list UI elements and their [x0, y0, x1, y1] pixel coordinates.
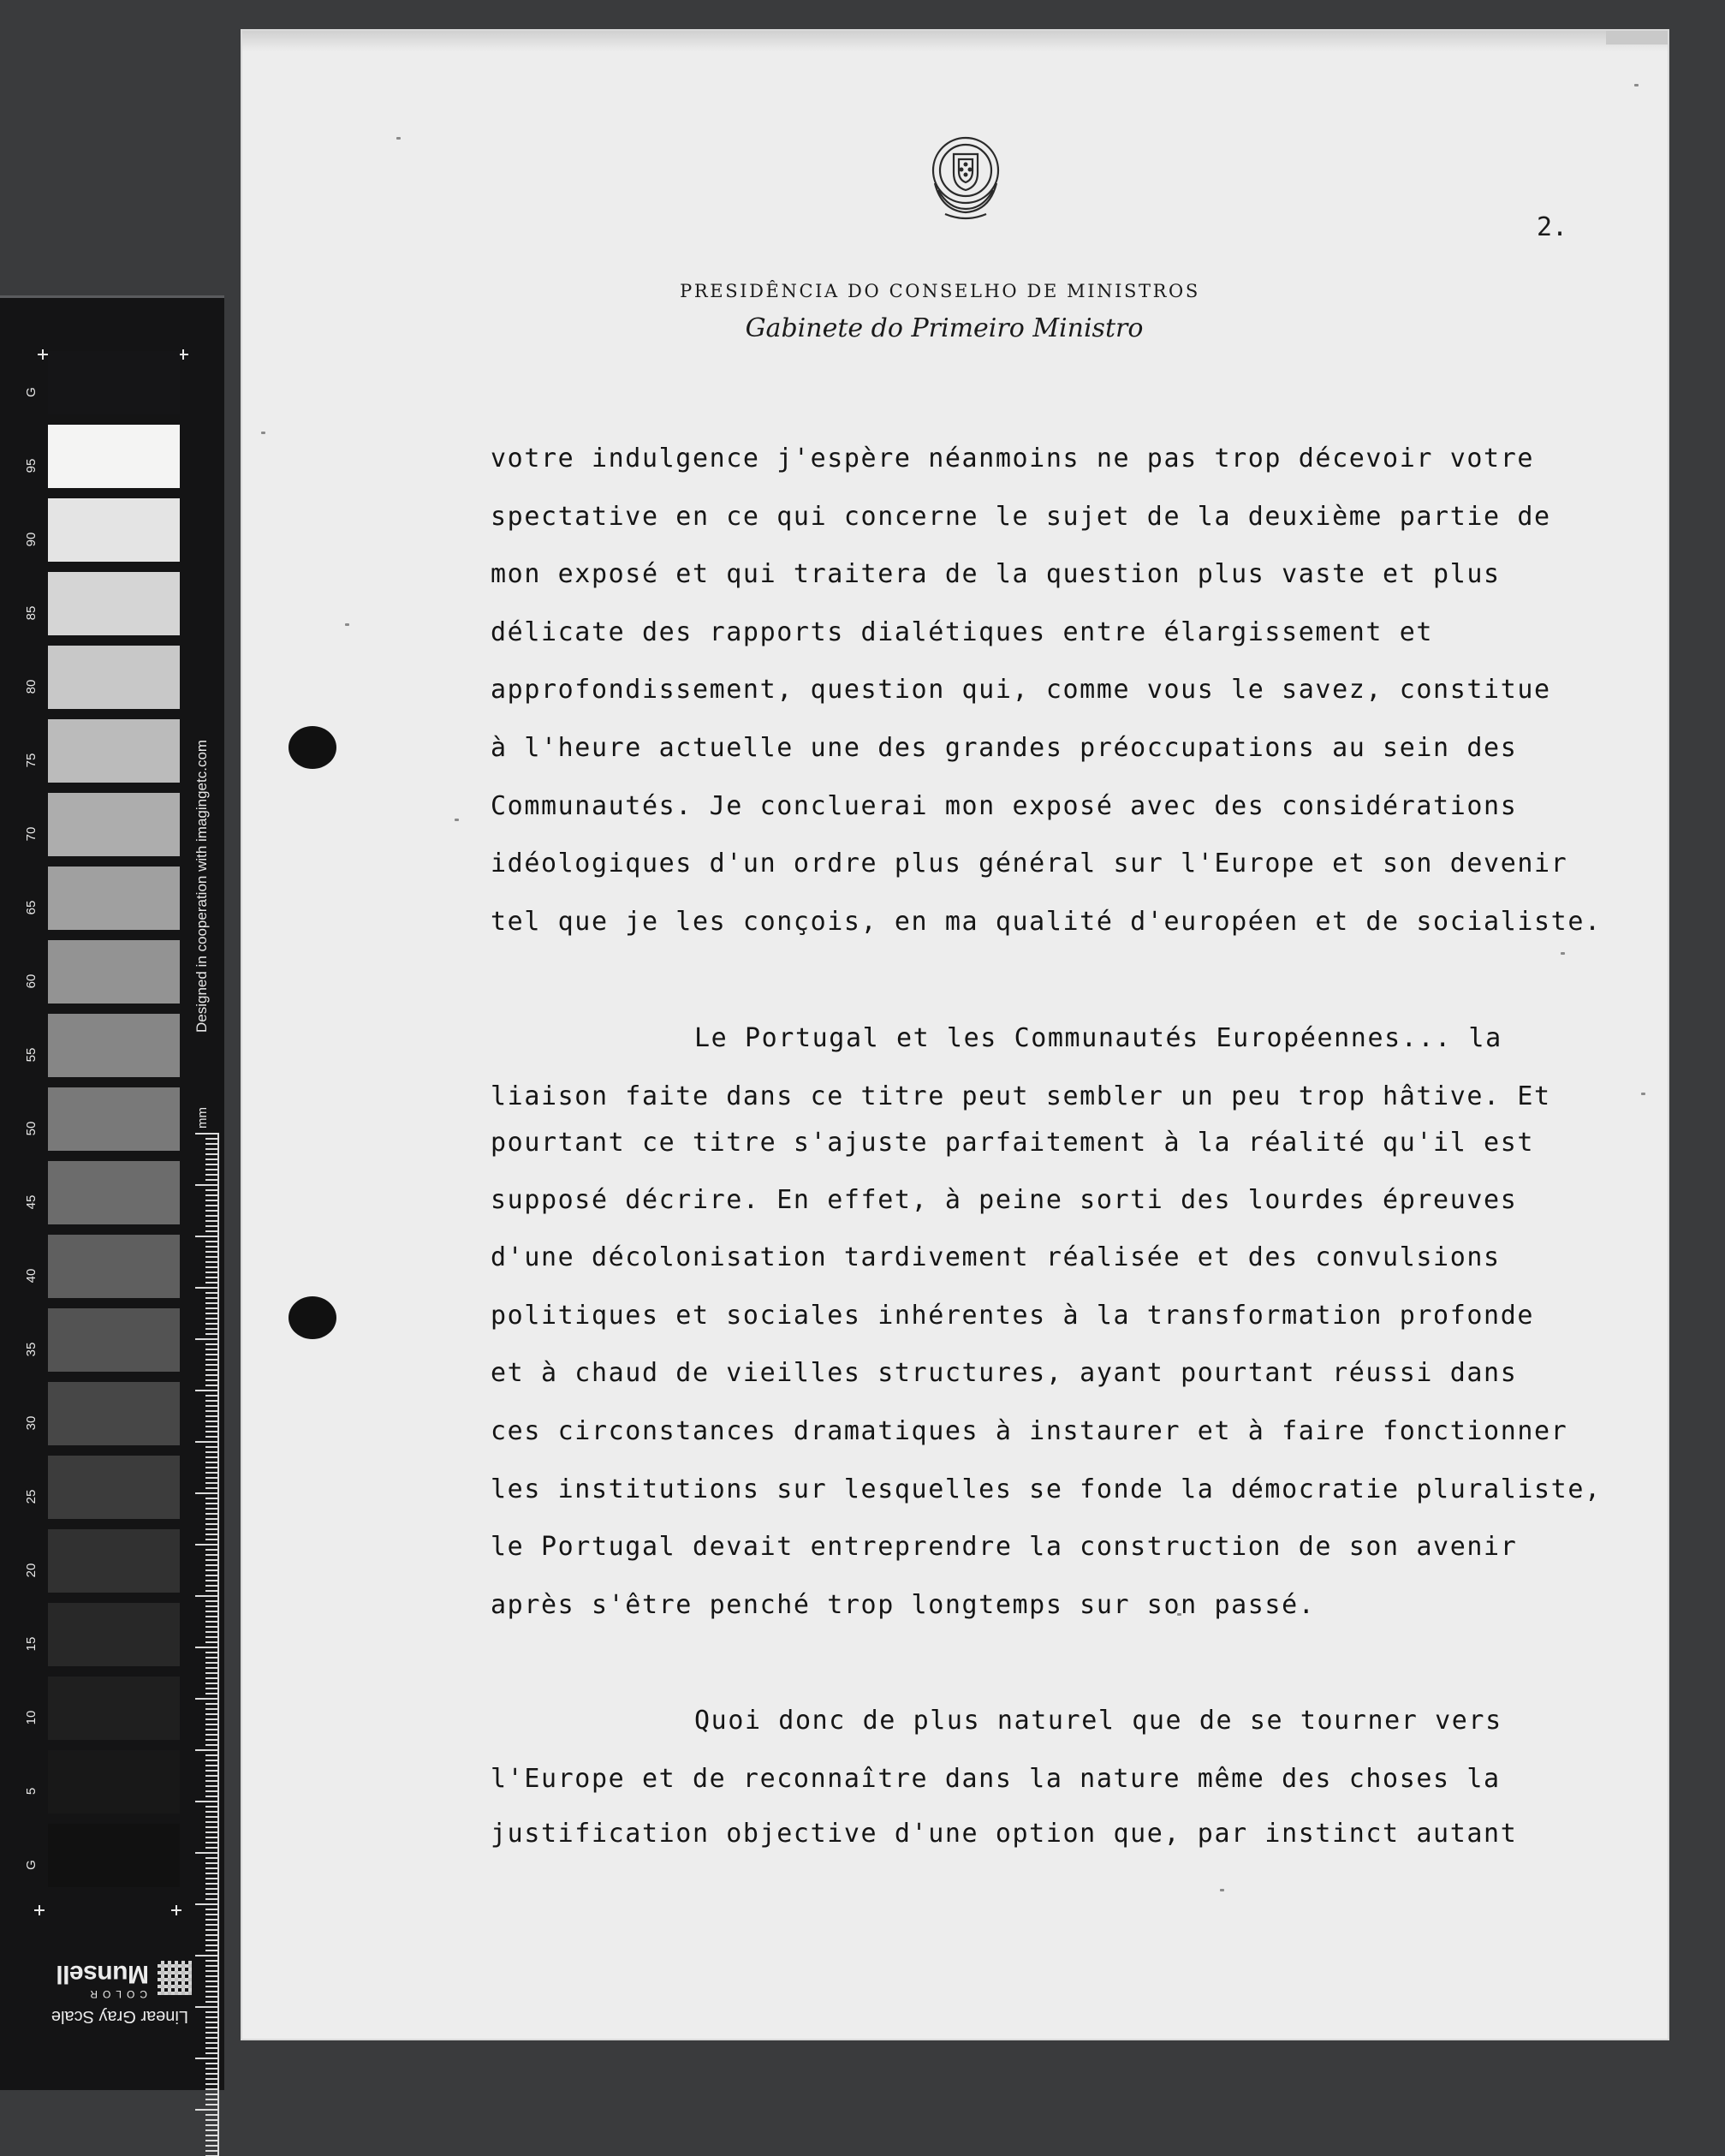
header-title: PRESIDÊNCIA DO CONSELHO DE MINISTROS	[680, 281, 1200, 301]
gray-patch	[48, 572, 180, 635]
punch-hole	[288, 1296, 336, 1339]
body-line: délicate des rapports dialétiques entre élargissement et	[491, 617, 1434, 647]
gray-patch	[48, 498, 180, 562]
gray-patch	[48, 646, 180, 709]
gray-patch	[48, 1087, 180, 1151]
gray-patch	[48, 1603, 180, 1666]
dust-speck	[396, 137, 401, 140]
scale-name: Linear Gray Scale	[51, 2007, 188, 2026]
mm-ruler	[195, 1133, 219, 2156]
body-line: Quoi donc de plus naturel que de se tourner vers	[694, 1706, 1502, 1736]
gray-patch-label: G	[24, 1860, 39, 1870]
dust-speck	[345, 623, 349, 626]
gray-patch-label: 15	[24, 1636, 39, 1652]
body-line: supposé décrire. En effet, à peine sorti des lourdes épreuves	[491, 1185, 1518, 1215]
gray-patch-label: 40	[24, 1268, 39, 1283]
punch-hole	[288, 726, 336, 769]
coat-of-arms-icon	[923, 132, 1008, 226]
gray-patch-label: 95	[24, 458, 39, 473]
gray-patch	[48, 425, 180, 488]
body-line: à l'heure actuelle une des grandes préoccupations au sein des	[491, 733, 1518, 763]
body-line: Le Portugal et les Communautés Européennes... la	[694, 1023, 1502, 1053]
gray-patch	[48, 1014, 180, 1077]
body-line: liaison faite dans ce titre peut sembler un peu trop hâtive. Et	[491, 1081, 1551, 1111]
gray-patch-label: 80	[24, 679, 39, 694]
gray-patch	[48, 1382, 180, 1445]
dust-speck	[1220, 1889, 1224, 1891]
body-line: Communautés. Je concluerai mon exposé avec des considérations	[491, 791, 1518, 821]
gray-patch	[48, 867, 180, 930]
body-line: d'une décolonisation tardivement réalisée et des convulsions	[491, 1242, 1501, 1272]
gray-patch	[48, 1824, 180, 1887]
gray-patch	[48, 1529, 180, 1593]
body-line: pourtant ce titre s'ajuste parfaitement à la réalité qu'il est	[491, 1128, 1535, 1158]
body-line: justification objective d'une option que, par instinct autant	[491, 1819, 1518, 1849]
body-line: politiques et sociales inhérentes à la transformation profonde	[491, 1301, 1535, 1331]
body-line: le Portugal devait entreprendre la construction de son avenir	[491, 1532, 1518, 1562]
header-subtitle: Gabinete do Primeiro Ministro	[745, 313, 1144, 343]
dust-speck	[1561, 952, 1565, 955]
gray-scale-card	[0, 295, 224, 2090]
gray-patch-label: 65	[24, 900, 39, 915]
gray-patch-label: 50	[24, 1121, 39, 1136]
gray-patch	[48, 1308, 180, 1372]
gray-patch-label: 75	[24, 753, 39, 768]
gray-patch-label: 35	[24, 1342, 39, 1357]
ruler-unit-label: mm	[195, 1107, 210, 1129]
body-line: idéologiques d'un ordre plus général sur l'Europe et son devenir	[491, 849, 1568, 878]
gray-patch	[48, 793, 180, 856]
brand-name: Munsell	[56, 1960, 149, 1988]
body-line: approfondissement, question qui, comme vous le savez, constitue	[491, 675, 1551, 705]
gray-patch	[48, 1677, 180, 1740]
gray-patch	[48, 1161, 180, 1224]
registration-mark-icon	[38, 349, 48, 360]
body-line: ces circonstances dramatiques à instaurer et à faire fonctionner	[491, 1416, 1568, 1446]
dust-speck	[1634, 84, 1639, 86]
gray-patch-label: 60	[24, 974, 39, 989]
page-number: 2.	[1537, 212, 1568, 242]
gray-patch	[48, 719, 180, 783]
gray-patch-label: G	[24, 387, 39, 397]
dust-speck	[455, 819, 459, 821]
gray-patch-label: 90	[24, 532, 39, 547]
dust-speck	[261, 432, 265, 434]
gray-patch-label: 25	[24, 1489, 39, 1504]
gray-patch	[48, 351, 180, 414]
registration-mark-icon	[171, 1905, 181, 1915]
gray-patch	[48, 940, 180, 1004]
gray-patch	[48, 1456, 180, 1519]
paper-top-edge	[242, 31, 1668, 51]
body-line: l'Europe et de reconnaître dans la nature même des choses la	[491, 1764, 1501, 1794]
gray-patch	[48, 1235, 180, 1298]
document-page	[242, 31, 1668, 2039]
gray-patch-label: 55	[24, 1047, 39, 1063]
gray-patch-label: 45	[24, 1194, 39, 1210]
gray-patch-label: 5	[24, 1787, 39, 1796]
body-line: tel que je les conçois, en ma qualité d'européen et de socialiste.	[491, 907, 1602, 937]
body-line: votre indulgence j'espère néanmoins ne pas trop décevoir votre	[491, 444, 1535, 473]
gray-patch-label: 20	[24, 1563, 39, 1578]
body-line: mon exposé et qui traitera de la question plus vaste et plus	[491, 559, 1501, 589]
body-line: les institutions sur lesquelles se fonde la démocratie pluraliste,	[491, 1474, 1602, 1504]
paper-corner	[1606, 31, 1668, 45]
gray-patch-label: 30	[24, 1415, 39, 1431]
registration-mark-icon	[34, 1905, 45, 1915]
gray-patch-label: 70	[24, 826, 39, 842]
body-line: et à chaud de vieilles structures, ayant pourtant réussi dans	[491, 1358, 1518, 1388]
dust-speck	[1641, 1093, 1645, 1095]
gray-patch	[48, 1750, 180, 1814]
gray-patch-label: 85	[24, 605, 39, 621]
body-line: après s'être penché trop longtemps sur son passé.	[491, 1590, 1316, 1620]
munsell-logo-icon	[158, 1961, 192, 1995]
card-credit-text: Designed in cooperation with imagingetc.com	[193, 739, 210, 1033]
brand-sub: COLOR	[85, 1988, 147, 2000]
munsell-brand	[29, 1937, 192, 2026]
body-line: spectative en ce qui concerne le sujet de la deuxième partie de	[491, 502, 1551, 532]
gray-patch-label: 10	[24, 1710, 39, 1725]
